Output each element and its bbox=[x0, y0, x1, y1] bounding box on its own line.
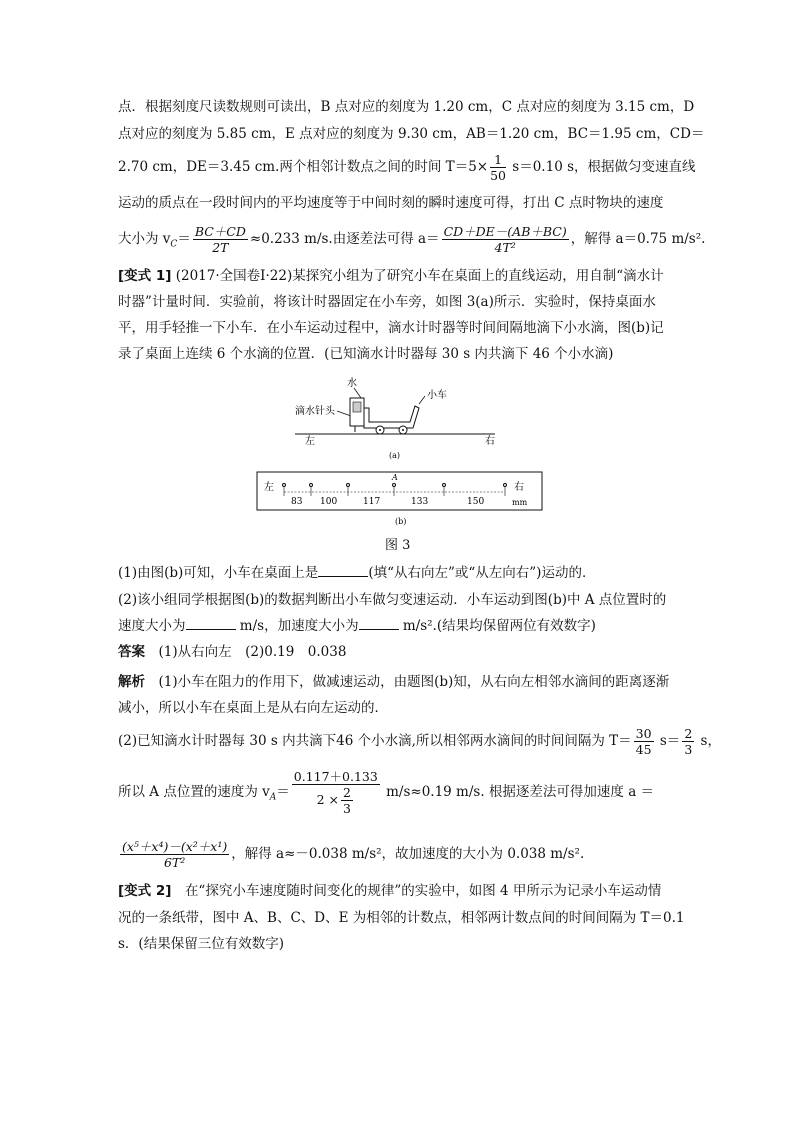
text-span: m/s，加速度大小为 bbox=[235, 618, 359, 634]
text-line: 录了桌面上连续 6 个水滴的位置．(已知滴水计时器每 30 s 内共滴下 46 个小水滴) bbox=[118, 346, 614, 362]
fraction-denominator: 3 bbox=[684, 742, 693, 757]
fraction-numerator: 2 bbox=[343, 785, 351, 800]
text-line: (2)该小组同学根据图(b)的数据判断出小车做匀变速运动．小车运动到图(b)中 A 点位置时的 bbox=[118, 592, 667, 608]
fraction-numerator: BC＋CD bbox=[194, 224, 246, 239]
fraction bbox=[341, 785, 353, 816]
text-span: s＝0.10 s，根据做匀变速直线 bbox=[508, 159, 696, 175]
text-span: m/s².(结果均保留两位有效数字) bbox=[398, 618, 596, 634]
subscript: A bbox=[269, 792, 277, 803]
fraction-denominator: 4T² bbox=[494, 240, 516, 255]
text-span: (1)小车在阻力的作用下，做减速运动，由题图(b)知，从右向左相邻水滴间的距离逐渐 bbox=[158, 674, 670, 690]
text-span: ≈0.233 m/s.由逐差法可得 a＝ bbox=[249, 231, 440, 247]
text-line: 平，用手轻推一下小车．在小车运动过程中，滴水计时器等时间间隔地滴下小水滴，图(b)记 bbox=[118, 320, 664, 336]
text-line bbox=[118, 266, 678, 286]
variant-label: [变式 1] bbox=[118, 268, 172, 284]
text-line bbox=[118, 766, 678, 818]
gap-label: 133 bbox=[411, 497, 429, 507]
caption-a: (a) bbox=[389, 451, 401, 460]
text-line: 时器”计量时间．实验前，将该计时器固定在小车旁，如图 3(a)所示．实验时，保持桌面水 bbox=[118, 294, 656, 310]
fraction bbox=[490, 152, 506, 183]
fraction-numerator: 1 bbox=[490, 152, 506, 168]
text-span: s， bbox=[696, 733, 721, 749]
gap-label: 83 bbox=[291, 497, 303, 507]
fraction-denominator bbox=[292, 785, 380, 816]
fraction bbox=[442, 224, 569, 255]
fraction-denominator: 2T bbox=[212, 240, 229, 255]
fraction bbox=[193, 224, 248, 255]
text-line bbox=[118, 836, 678, 872]
label-left: 左 bbox=[264, 482, 274, 493]
gap-label: 100 bbox=[320, 497, 338, 507]
fraction-denominator: 3 bbox=[343, 801, 351, 816]
fraction bbox=[292, 769, 380, 816]
text-line: 况的一条纸带，图中 A、B、C、D、E 为相邻的计数点，相邻两计数点间的时间间隔为 T＝0.1 bbox=[118, 910, 685, 926]
text-line bbox=[118, 222, 706, 256]
figure-caption: 图 3 bbox=[385, 538, 411, 553]
text-span: (2)已知滴水计时器每 30 s 内共滴下46 个小水滴,所以相邻两水滴间的时间间隔为 T＝ bbox=[118, 733, 632, 749]
subscript: C bbox=[170, 239, 178, 250]
text-span: ＝ bbox=[177, 231, 191, 247]
text-span: ，解得 a≈－0.038 m/s²，故加速度的大小为 0.038 m/s². bbox=[231, 846, 585, 862]
label-needle: 滴水针头 bbox=[295, 406, 335, 417]
fraction bbox=[634, 726, 654, 757]
answer-label: 答案 bbox=[118, 644, 145, 660]
variant-label: [变式 2] bbox=[118, 883, 172, 899]
fraction-numerator: 2 bbox=[684, 726, 693, 741]
text-line bbox=[118, 724, 721, 758]
text-span: 2.70 cm，DE＝3.45 cm.两个相邻计数点之间的时间 T＝5× bbox=[118, 159, 489, 175]
point-a-label: A bbox=[392, 473, 398, 482]
text-span: 速度大小为 bbox=[118, 618, 186, 634]
text-span: 2 × bbox=[316, 792, 340, 807]
text-line bbox=[118, 672, 678, 692]
fraction bbox=[682, 726, 694, 757]
text-line bbox=[118, 881, 678, 901]
text-span: s＝ bbox=[655, 733, 681, 749]
gap-label: 117 bbox=[363, 497, 381, 507]
answer-blank[interactable] bbox=[359, 617, 399, 630]
label-right: 右 bbox=[514, 482, 524, 493]
answer-blank[interactable] bbox=[186, 617, 236, 630]
fraction bbox=[120, 839, 229, 870]
solution-label: 解析 bbox=[118, 674, 145, 690]
text-span: (1)由图(b)可知，小车在桌面上是 bbox=[118, 565, 319, 581]
text-span: 大小为 v bbox=[118, 231, 171, 247]
label-left: 左 bbox=[305, 436, 315, 447]
text-line bbox=[118, 150, 696, 184]
fraction-numerator: CD＋DE－(AB＋BC) bbox=[443, 224, 567, 239]
fraction-denominator: 6T² bbox=[163, 855, 186, 870]
figure-3 bbox=[255, 372, 545, 532]
answer-blank[interactable] bbox=[318, 564, 368, 577]
fraction-numerator: 0.117＋0.133 bbox=[293, 769, 378, 784]
label-cart: 小车 bbox=[427, 390, 447, 401]
text-span: 所以 A 点位置的速度为 v bbox=[118, 784, 270, 800]
text-line: 运动的质点在一段时间内的平均速度等于中间时刻的瞬时速度可得，打出 C 点时物块的速度 bbox=[118, 195, 664, 211]
fraction-numerator: (x⁵＋x⁴)－(x²＋x¹) bbox=[122, 839, 228, 854]
unit-mm: mm bbox=[512, 498, 528, 507]
text-line: 点对应的刻度为 5.85 cm，E 点对应的刻度为 9.30 cm，AB＝1.20 cm，BC＝1.95 cm，CD＝ bbox=[118, 126, 705, 142]
text-span: ＝ bbox=[276, 784, 290, 800]
caption-b: (b) bbox=[395, 517, 407, 526]
fraction-numerator: 30 bbox=[635, 726, 652, 741]
label-right: 右 bbox=[485, 436, 495, 447]
fraction-denominator: 50 bbox=[490, 168, 506, 183]
text-span: m/s≈0.19 m/s. 根据逐差法可得加速度 a ＝ bbox=[381, 784, 655, 800]
text-line: s．(结果保留三位有效数字) bbox=[118, 936, 284, 952]
text-line: 点．根据刻度尺读数规则可读出，B 点对应的刻度为 1.20 cm，C 点对应的刻度为 3.15 cm，D bbox=[118, 99, 695, 115]
gap-label: 150 bbox=[467, 497, 485, 507]
text-line bbox=[118, 563, 678, 583]
answer-text: (1)从右向左 (2)0.19 0.038 bbox=[158, 644, 347, 660]
text-line: 减小，所以小车在桌面上是从右向左运动的． bbox=[118, 700, 388, 716]
cart-body bbox=[364, 406, 419, 428]
label-water: 水 bbox=[347, 378, 357, 389]
text-line bbox=[118, 616, 678, 636]
text-span: (填“从右向左”或“从左向右”)运动的． bbox=[368, 565, 596, 581]
text-span: ，解得 a＝0.75 m/s². bbox=[570, 231, 706, 247]
fraction-denominator: 45 bbox=[635, 742, 652, 757]
text-span: 在“探究小车速度随时间变化的规律”的实验中，如图 4 甲所示为记录小车运动情 bbox=[184, 883, 662, 899]
text-line bbox=[118, 642, 678, 662]
text-span: (2017·全国卷Ⅰ·22)某探究小组为了研究小车在桌面上的直线运动，用自制“滴水计 bbox=[175, 268, 664, 284]
